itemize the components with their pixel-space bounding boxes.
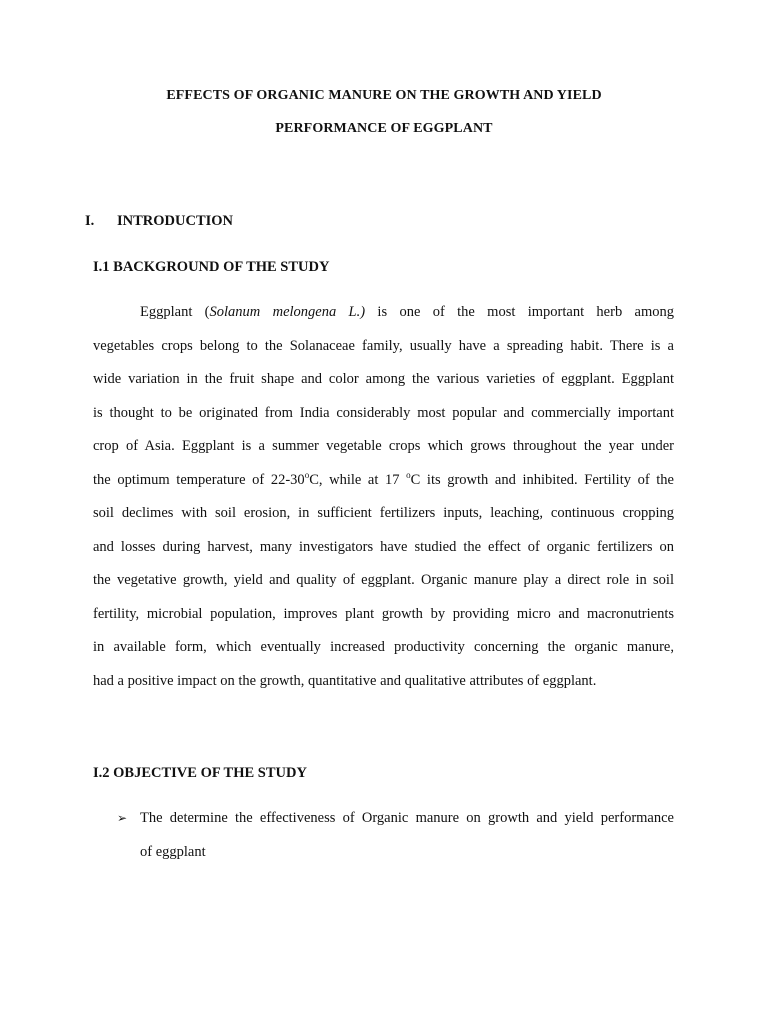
paragraph-line <box>93 464 674 498</box>
paragraph-line: vegetables crops belong to the Solanaceae family, usually have a spreading habit. There is a <box>93 337 674 354</box>
subsection-heading-background: I.1 BACKGROUND OF THE STUDY <box>93 259 330 275</box>
degree-superscript: o <box>304 469 310 480</box>
paragraph-line: and losses during harvest, many investigators have studied the effect of organic fertilizers on <box>93 538 674 555</box>
degree-superscript: o <box>406 469 411 480</box>
paragraph-line: in available form, which eventually increased productivity concerning the organic manure, <box>93 639 674 655</box>
paragraph-line <box>93 296 674 330</box>
paragraph-line: crop of Asia. Eggplant is a summer vegetable crops which grows throughout the year under <box>93 438 674 454</box>
paragraph-text: C its growth and inhibited. Fertility of the <box>410 471 674 488</box>
objective-line: The determine the effectiveness of Organic manure on growth and yield performance <box>140 810 674 826</box>
paragraph-line: fertility, microbial population, improves plant growth by providing micro and macronutrients <box>93 605 674 622</box>
paragraph-text: is one of the most important herb among <box>365 304 674 320</box>
paragraph-line: had a positive impact on the growth, quantitative and qualitative attributes of eggplant. <box>93 672 597 689</box>
scientific-name: Solanum melongena L.) <box>209 304 366 320</box>
paragraph-line: the vegetative growth, yield and quality of eggplant. Organic manure play a direct role in soil <box>93 572 674 588</box>
objective-bullet-item <box>117 802 674 869</box>
objective-text <box>117 802 674 869</box>
section-title: INTRODUCTION <box>117 213 234 229</box>
paragraph-line: wide variation in the fruit shape and color among the various varieties of eggplant. Eggplant <box>93 371 674 387</box>
arrow-bullet-icon: ➢ <box>117 811 128 825</box>
document-title-line-1: EFFECTS OF ORGANIC MANURE ON THE GROWTH AND YIELD <box>166 88 602 103</box>
paragraph-text: C, while at 17 <box>309 471 407 488</box>
paragraph-text: the optimum temperature of 22-30 <box>93 471 305 488</box>
paragraph-text: Eggplant ( <box>140 304 210 320</box>
paragraph-line: is thought to be originated from India considerably most popular and commercially important <box>93 404 674 421</box>
document-title-line-2: PERFORMANCE OF EGGPLANT <box>275 121 493 136</box>
paragraph-line: soil declimes with soil erosion, in sufficient fertilizers inputs, leaching, continuous cropping <box>93 505 674 521</box>
subsection-heading-objective: I.2 OBJECTIVE OF THE STUDY <box>93 765 307 781</box>
background-paragraph <box>93 296 674 698</box>
objective-line: of eggplant <box>140 843 206 860</box>
section-number: I. <box>85 213 95 229</box>
